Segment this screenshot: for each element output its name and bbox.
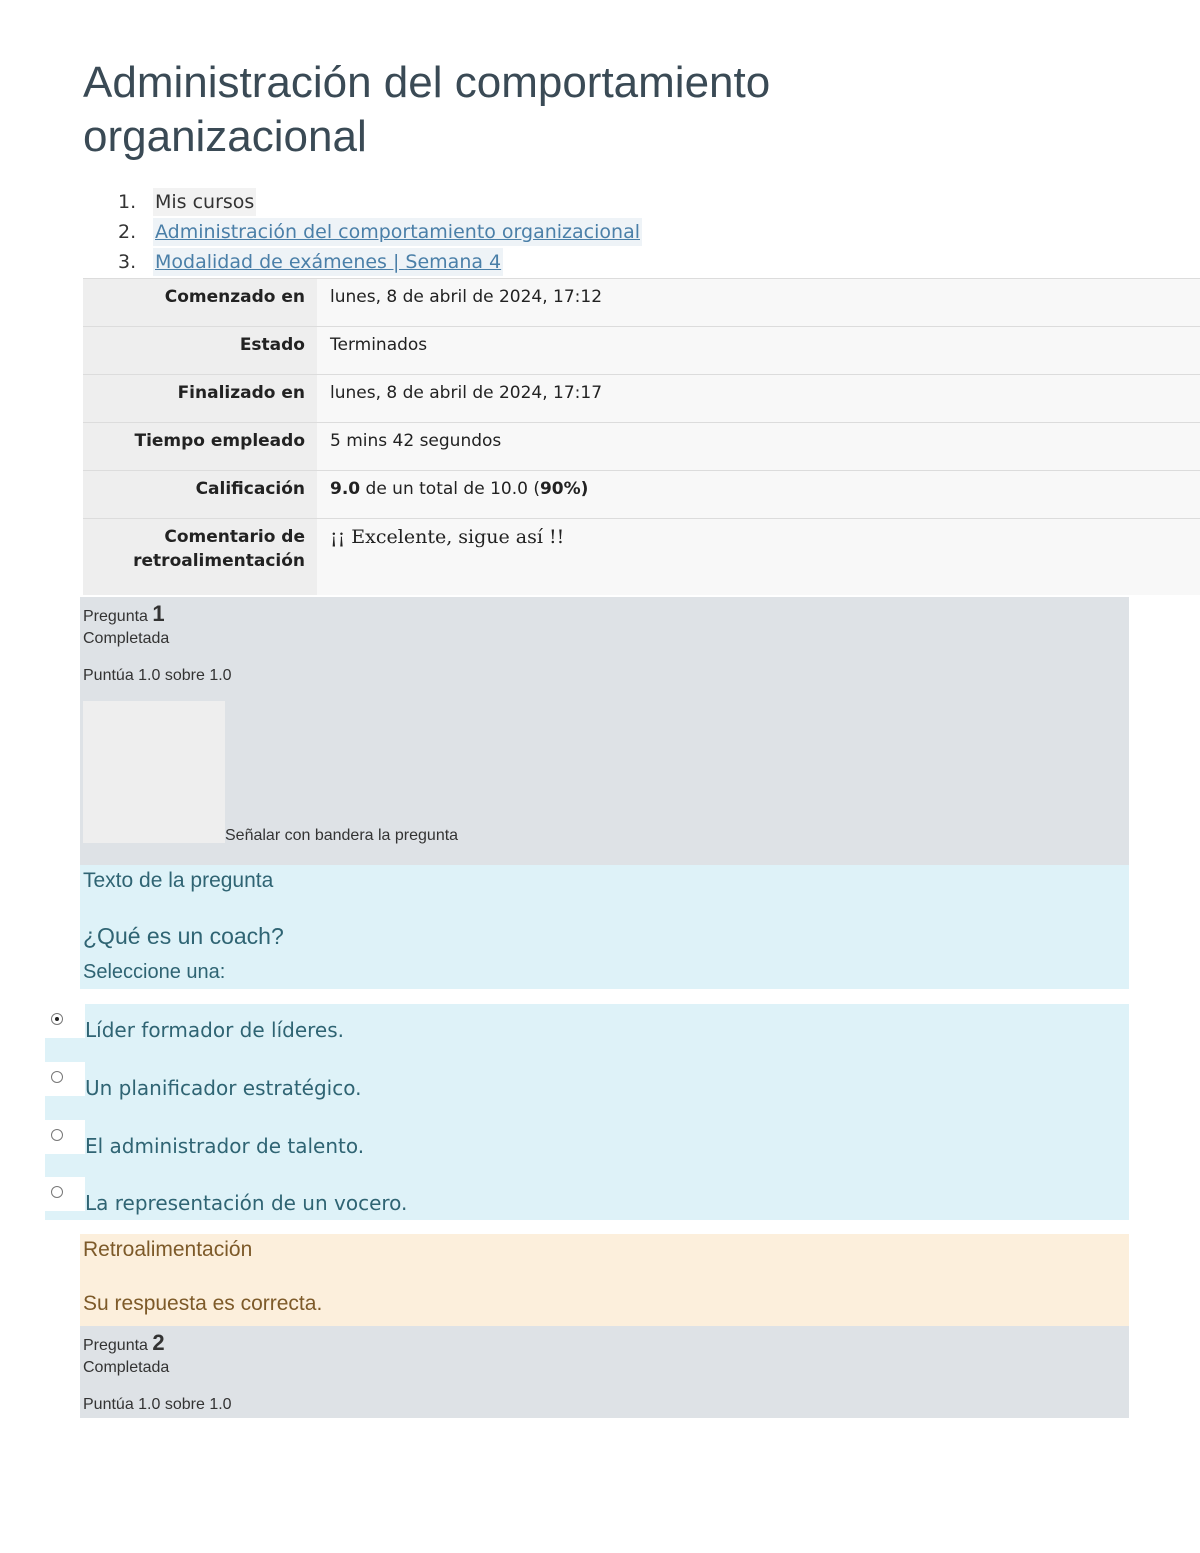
answer-options <box>45 1004 1129 1220</box>
summary-row-state <box>83 327 1200 375</box>
question-prompt: ¿Qué es un coach? <box>83 923 284 949</box>
radio-container <box>45 1062 85 1096</box>
flag-question-link[interactable]: Señalar con bandera la pregunta <box>225 827 459 844</box>
radio-container <box>45 1177 85 1211</box>
grade-percent: 90 <box>539 479 564 499</box>
question-number: Pregunta 1 <box>83 601 165 626</box>
radio-container <box>45 1004 85 1038</box>
flag-icon[interactable] <box>83 701 225 843</box>
select-prompt: Seleccione una: <box>83 961 226 983</box>
question-number: Pregunta 2 <box>83 1330 165 1355</box>
page-title: Administración del comportamiento organizacional <box>83 58 771 161</box>
grade-text: de un total de 10.0 ( <box>360 479 540 499</box>
radio-button[interactable] <box>51 1071 63 1083</box>
breadcrumb-number: 1. <box>118 191 137 213</box>
attempt-summary-table <box>83 278 1200 595</box>
grade-score: 9.0 <box>330 479 361 499</box>
summary-row-started <box>83 279 1200 327</box>
breadcrumb-number: 3. <box>118 251 137 273</box>
answer-label[interactable]: Líder formador de líderes. <box>85 1018 345 1042</box>
radio-button-selected[interactable] <box>51 1013 63 1025</box>
radio-button[interactable] <box>51 1129 63 1141</box>
answer-option[interactable] <box>45 1004 1129 1056</box>
summary-row-time <box>83 423 1200 471</box>
question-state: Completada <box>83 1359 170 1376</box>
summary-row-finished <box>83 375 1200 423</box>
summary-label: Estado <box>83 327 317 375</box>
grade-end: %) <box>563 479 589 499</box>
summary-label: Comentario de retroalimentación <box>83 519 317 595</box>
answer-option[interactable] <box>45 1177 1129 1229</box>
breadcrumb-link-my-courses[interactable]: Mis cursos <box>153 188 256 216</box>
feedback-label: Retroalimentación <box>83 1238 253 1261</box>
answer-option[interactable] <box>45 1120 1129 1172</box>
answer-label[interactable]: Un planificador estratégico. <box>85 1076 362 1100</box>
radio-button[interactable] <box>51 1186 63 1198</box>
question-1-feedback <box>80 1234 1129 1326</box>
radio-container <box>45 1120 85 1154</box>
summary-value: Terminados <box>317 327 1200 375</box>
summary-row-grade <box>83 471 1200 519</box>
question-2-info <box>80 1326 1129 1418</box>
answer-option[interactable] <box>45 1062 1129 1114</box>
breadcrumb-link-course[interactable]: Administración del comportamiento organizacional <box>153 218 642 246</box>
summary-label: Finalizado en <box>83 375 317 423</box>
summary-value: lunes, 8 de abril de 2024, 17:17 <box>317 375 1200 423</box>
answer-label[interactable]: La representación de un vocero. <box>85 1191 408 1215</box>
summary-label: Calificación <box>83 471 317 519</box>
question-1-info <box>80 597 1129 865</box>
question-1-text <box>80 865 1129 989</box>
summary-value: 5 mins 42 segundos <box>317 423 1200 471</box>
feedback-message: Su respuesta es correcta. <box>83 1292 323 1315</box>
question-state: Completada <box>83 630 170 647</box>
summary-label: Comenzado en <box>83 279 317 327</box>
summary-row-feedback <box>83 519 1200 595</box>
summary-value <box>317 471 1200 519</box>
summary-value: lunes, 8 de abril de 2024, 17:12 <box>317 279 1200 327</box>
breadcrumb-link-exam[interactable]: Modalidad de exámenes | Semana 4 <box>153 248 503 276</box>
answer-label[interactable]: El administrador de talento. <box>85 1134 365 1158</box>
summary-label: Tiempo empleado <box>83 423 317 471</box>
question-text-label: Texto de la pregunta <box>83 869 274 892</box>
question-grade: Puntúa 1.0 sobre 1.0 <box>83 667 232 684</box>
breadcrumb-number: 2. <box>118 221 137 243</box>
summary-value: ¡¡ Excelente, sigue así !! <box>317 519 1200 595</box>
question-grade: Puntúa 1.0 sobre 1.0 <box>83 1396 232 1413</box>
